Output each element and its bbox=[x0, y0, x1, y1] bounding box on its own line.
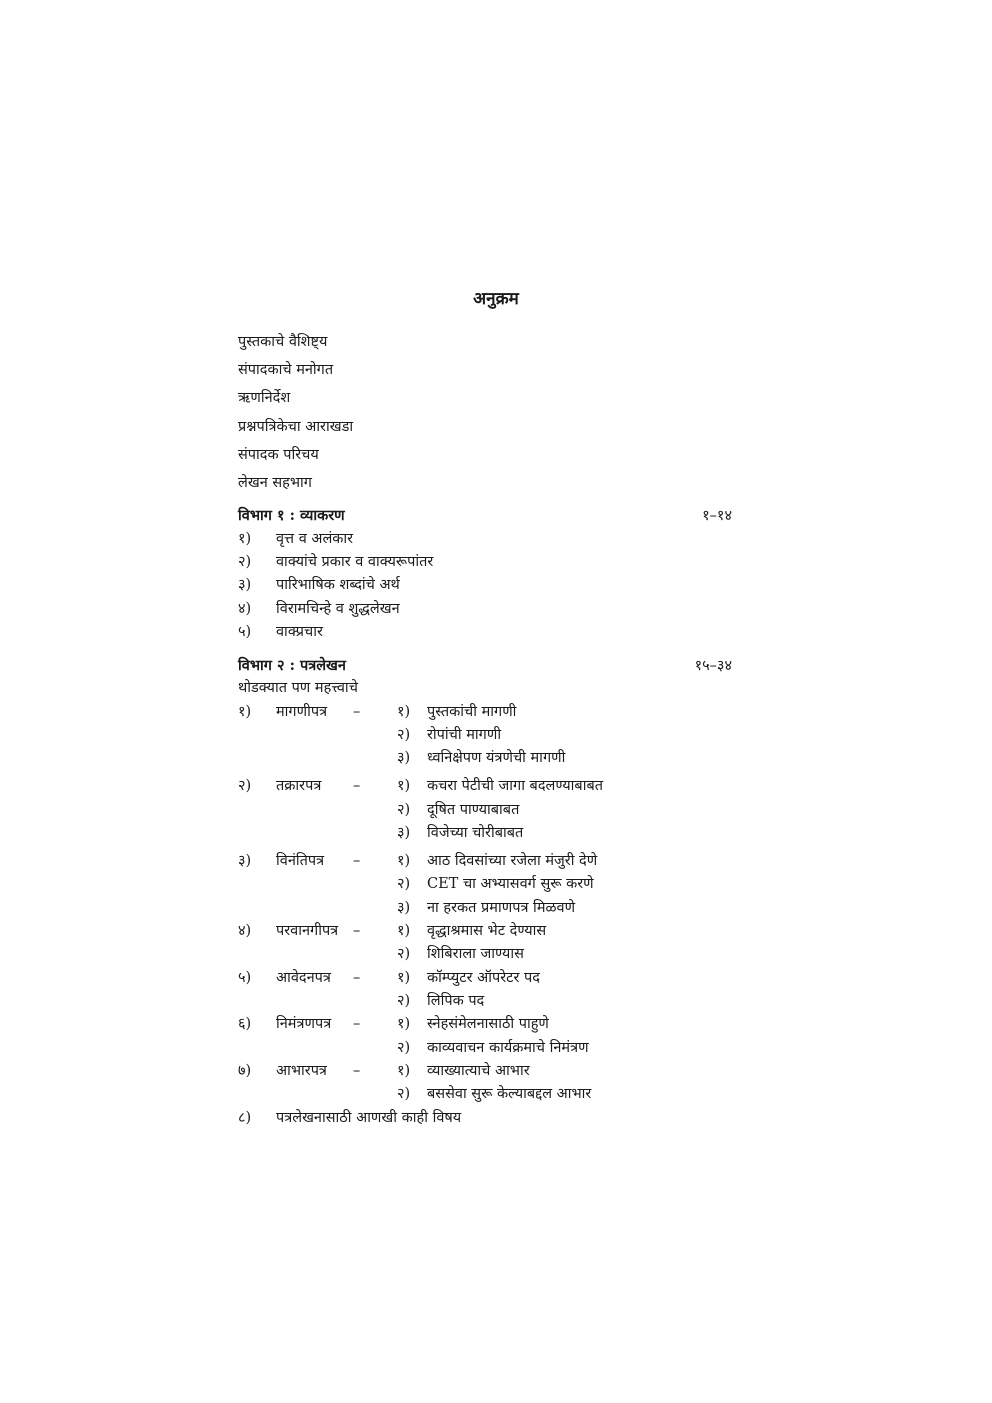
sub-item-number: ३) bbox=[397, 900, 411, 916]
dash: – bbox=[353, 970, 361, 986]
sub-item-number: १) bbox=[397, 1063, 411, 1079]
sub-item-number: ३) bbox=[397, 825, 411, 841]
sub-item-title: ध्वनिक्षेपण यंत्रणेची मागणी bbox=[427, 750, 566, 766]
section-2-page-range: १५–३४ bbox=[694, 658, 732, 674]
sub-item-number: २) bbox=[397, 993, 411, 1009]
dash: – bbox=[353, 1063, 361, 1079]
sub-item-title: पुस्तकांची मागणी bbox=[427, 704, 517, 720]
group-title: निमंत्रणपत्र bbox=[276, 1016, 332, 1032]
sub-item-title: वृद्धाश्रमास भेट देण्यास bbox=[427, 923, 547, 939]
sub-item-title: कॉम्प्युटर ऑपरेटर पद bbox=[427, 970, 540, 986]
section-2-title: विभाग २ : पत्रलेखन bbox=[238, 657, 346, 674]
item-title: वृत्त व अलंकार bbox=[276, 531, 354, 547]
dash: – bbox=[353, 923, 361, 939]
section-1-heading bbox=[238, 505, 732, 527]
section-1-page-range: १–१४ bbox=[702, 508, 732, 524]
item-title: वाक्यांचे प्रकार व वाक्यरूपांतर bbox=[276, 554, 434, 570]
group-title: परवानगीपत्र bbox=[276, 923, 339, 939]
sub-item-number: १) bbox=[397, 1016, 411, 1032]
sub-item-title: रोपांची मागणी bbox=[427, 727, 502, 743]
item-number: ४) bbox=[238, 601, 252, 617]
group-number: २) bbox=[238, 778, 252, 794]
item-number: ३) bbox=[238, 577, 252, 593]
sub-item-title: व्याख्यात्याचे आभार bbox=[427, 1063, 530, 1079]
sub-item-title: ना हरकत प्रमाणपत्र मिळवणे bbox=[427, 900, 576, 916]
front-matter-item: लेखन सहभाग bbox=[238, 474, 312, 491]
item-title: पारिभाषिक शब्दांचे अर्थ bbox=[276, 577, 400, 593]
sub-item-title: आठ दिवसांच्या रजेला मंजुरी देणे bbox=[427, 853, 598, 869]
group-number: ६) bbox=[238, 1016, 252, 1032]
group-number: १) bbox=[238, 704, 252, 720]
group-title: पत्रलेखनासाठी आणखी काही विषय bbox=[276, 1110, 462, 1126]
section-2-subtitle: थोडक्यात पण महत्त्वाचे bbox=[238, 680, 358, 696]
sub-item-title: शिबिराला जाण्यास bbox=[427, 946, 524, 962]
sub-item-number: २) bbox=[397, 1040, 411, 1056]
sub-item-number: १) bbox=[397, 923, 411, 939]
item-title: वाक्प्रचार bbox=[276, 624, 323, 640]
front-matter-item: ऋणनिर्देश bbox=[238, 390, 291, 407]
item-number: १) bbox=[238, 531, 252, 547]
sub-item-number: २) bbox=[397, 802, 411, 818]
dash: – bbox=[353, 704, 361, 720]
section-2-heading bbox=[238, 655, 732, 677]
section-1-title: विभाग १ : व्याकरण bbox=[238, 507, 345, 524]
sub-item-title: विजेच्या चोरीबाबत bbox=[427, 825, 524, 841]
front-matter-list bbox=[238, 332, 353, 501]
dash: – bbox=[353, 1016, 361, 1032]
sub-item-title: CET चा अभ्यासवर्ग सुरू करणे bbox=[427, 876, 594, 892]
sub-item-number: २) bbox=[397, 1086, 411, 1102]
group-title: आवेदनपत्र bbox=[276, 970, 331, 986]
group-number: ७) bbox=[238, 1063, 252, 1079]
sub-item-title: कचरा पेटीची जागा बदलण्याबाबत bbox=[427, 778, 603, 794]
item-number: २) bbox=[238, 554, 252, 570]
group-title: आभारपत्र bbox=[276, 1063, 327, 1079]
group-title: तक्रारपत्र bbox=[276, 778, 322, 794]
sub-item-number: १) bbox=[397, 778, 411, 794]
page-title: अनुक्रम bbox=[473, 289, 519, 309]
front-matter-item: पुस्तकाचे वैशिष्ट्य bbox=[238, 334, 328, 350]
item-title: विरामचिन्हे व शुद्धलेखन bbox=[276, 601, 400, 617]
sub-item-title: बससेवा सुरू केल्याबद्दल आभार bbox=[427, 1086, 592, 1102]
group-title: मागणीपत्र bbox=[276, 704, 328, 720]
item-number: ५) bbox=[238, 624, 252, 640]
sub-item-number: ३) bbox=[397, 750, 411, 766]
sub-item-number: १) bbox=[397, 853, 411, 869]
sub-item-title: लिपिक पद bbox=[427, 993, 485, 1009]
group-number: ४) bbox=[238, 923, 252, 939]
sub-item-title: दूषित पाण्याबाबत bbox=[427, 802, 520, 818]
front-matter-item: प्रश्नपत्रिकेचा आराखडा bbox=[238, 418, 354, 435]
front-matter-item: संपादक परिचय bbox=[238, 446, 319, 463]
group-number: ८) bbox=[238, 1110, 252, 1126]
front-matter-item: संपादकाचे मनोगत bbox=[238, 362, 334, 379]
group-number: ५) bbox=[238, 970, 252, 986]
group-number: ३) bbox=[238, 853, 252, 869]
dash: – bbox=[353, 778, 361, 794]
sub-item-number: २) bbox=[397, 727, 411, 743]
sub-item-number: १) bbox=[397, 970, 411, 986]
group-title: विनंतिपत्र bbox=[276, 853, 325, 869]
dash: – bbox=[353, 853, 361, 869]
sub-item-title: स्नेहसंमेलनासाठी पाहुणे bbox=[427, 1016, 549, 1032]
sub-item-title: काव्यवाचन कार्यक्रमाचे निमंत्रण bbox=[427, 1040, 589, 1056]
sub-item-number: २) bbox=[397, 876, 411, 892]
sub-item-number: २) bbox=[397, 946, 411, 962]
sub-item-number: १) bbox=[397, 704, 411, 720]
